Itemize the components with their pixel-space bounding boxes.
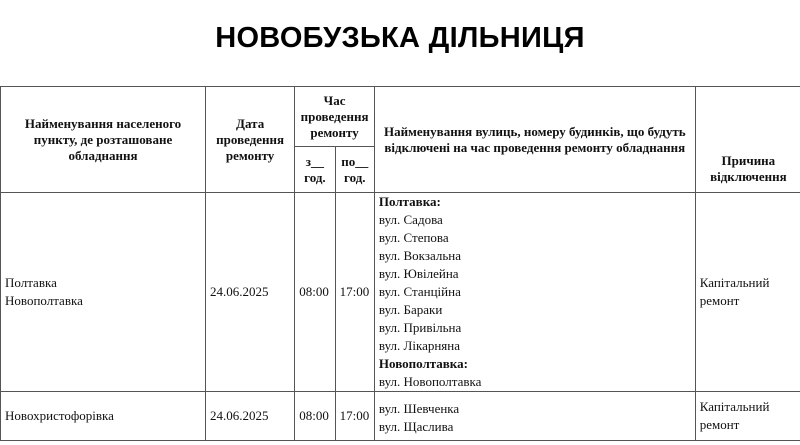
street-item: вул. Ювілейна (378, 266, 459, 281)
street-item: вул. Вокзальна (378, 248, 461, 263)
header-row (1, 87, 800, 147)
street-item: вул. Лікарняна (378, 338, 460, 353)
table-row (1, 392, 800, 441)
time-from-cell: 08:00 (295, 392, 335, 441)
page-title: НОВОБУЗЬКА ДІЛЬНИЦЯ (215, 22, 585, 54)
streets-cell (374, 392, 695, 441)
street-item: вул. Привільна (378, 320, 462, 335)
settlement-name: Полтавка (5, 275, 57, 290)
time-to-cell: 17:00 (335, 392, 374, 441)
header-settlement: Найменування населеного пункту, де розташоване обладнання (1, 87, 206, 193)
settlement-name: Новополтавка (5, 293, 83, 308)
header-to: по__ год. (335, 147, 374, 193)
street-item: вул. Станційна (378, 284, 461, 299)
header-from: з__ год. (295, 147, 335, 193)
time-to-cell: 17:00 (335, 193, 374, 392)
reason-cell: Капітальний ремонт (695, 193, 800, 392)
street-item: вул. Новополтавка (378, 374, 482, 389)
streets-cell (374, 193, 695, 392)
street-item: вул. Щаслива (378, 419, 454, 434)
street-item: вул. Шевченка (378, 401, 460, 416)
outage-table (0, 86, 800, 441)
street-group-name: Полтавка: (378, 194, 441, 209)
date-cell: 24.06.2025 (206, 392, 295, 441)
header-time: Час проведення ремонту (295, 87, 375, 147)
table-row (1, 193, 800, 392)
header-streets: Найменування вулиць, номеру будинків, що будуть відключені на час проведення ремонту обладнання (374, 87, 695, 193)
header-reason: Причина відключення (695, 147, 800, 193)
reason-cell: Капітальний ремонт (695, 392, 800, 441)
header-date: Дата проведення ремонту (206, 87, 295, 193)
settlement-cell: Новохристофорівка (1, 392, 206, 441)
settlement-cell (1, 193, 206, 392)
street-group-name: Новополтавка: (378, 356, 468, 371)
street-item: вул. Бараки (378, 302, 443, 317)
date-cell: 24.06.2025 (206, 193, 295, 392)
street-item: вул. Степова (378, 230, 449, 245)
time-from-cell: 08:00 (295, 193, 335, 392)
street-item: вул. Садова (378, 212, 443, 227)
header-reason-top (695, 87, 800, 147)
